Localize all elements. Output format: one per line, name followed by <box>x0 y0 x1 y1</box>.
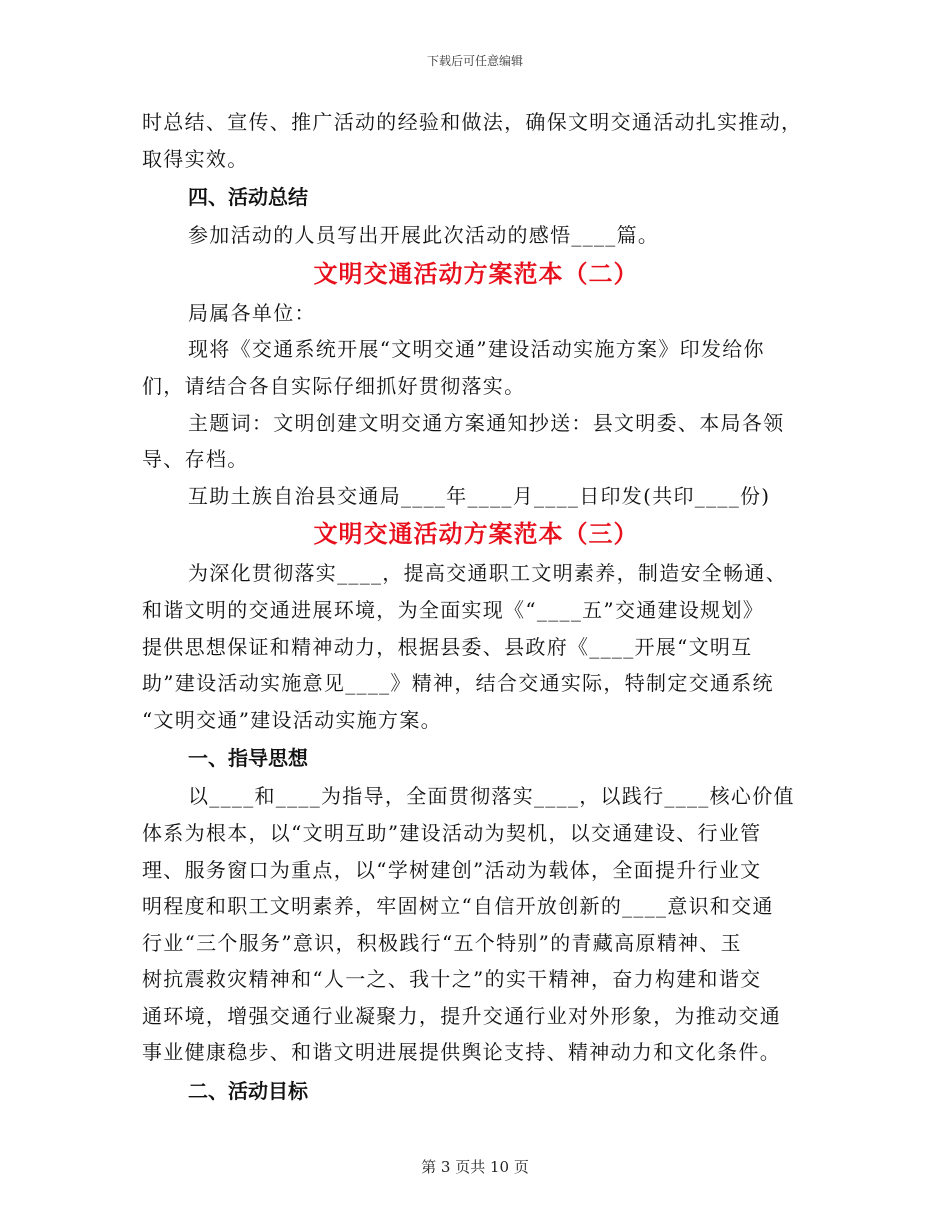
paragraph-line: 导、存档。 <box>142 447 249 472</box>
paragraph-line: 通环境，增强交通行业凝聚力，提升交通行业对外形象，为推动交通 <box>142 1003 781 1028</box>
paragraph-line: 提供思想保证和精神动力，根据县委、县政府《____开展“文明互 <box>142 634 753 659</box>
paragraph-line: 行业“三个服务”意识，积极践行“五个特别”的青藏高原精神、玉 <box>142 930 742 955</box>
section-title-3: 文明交通活动方案范本（三） <box>313 519 639 549</box>
paragraph-line: 事业健康稳步、和谐文明进展提供舆论支持、精神动力和文化条件。 <box>142 1040 781 1065</box>
paragraph-line: 和谐文明的交通进展环境，为全面实现《“____五”交通建设规划》 <box>142 597 765 622</box>
paragraph-line: “文明交通”建设活动实施方案。 <box>142 707 442 732</box>
paragraph-line: 现将《交通系统开展“文明交通”建设活动实施方案》印发给你 <box>188 337 765 362</box>
paragraph-line: 们，请结合各自实际仔细抓好贯彻落实。 <box>142 373 526 398</box>
paragraph-line: 为深化贯彻落实____，提高交通职工文明素养，制造安全畅通、 <box>188 561 787 586</box>
section-heading-summary: 四、活动总结 <box>188 185 308 210</box>
page-header: 下载后可任意编辑 <box>426 54 523 68</box>
paragraph-line: 明程度和职工文明素养，牢固树立“自信开放创新的____意识和交通 <box>142 894 774 919</box>
page-number: 第 3 页共 10 页 <box>421 1158 529 1176</box>
paragraph-line: 以____和____为指导，全面贯彻落实____，以践行____核心价值 <box>188 784 795 809</box>
paragraph-line: 时总结、宣传、推广活动的经验和做法，确保文明交通活动扎实推动， <box>142 110 803 134</box>
paragraph-line: 理、服务窗口为重点，以“学树建创”活动为载体，全面提升行业文 <box>142 857 762 882</box>
paragraph-line: 主题词：文明创建文明交通方案通知抄送：县文明委、本局各领 <box>188 410 785 435</box>
paragraph-line: 树抗震救灾精神和“人一之、我十之”的实干精神，奋力构建和谐交 <box>142 967 762 992</box>
paragraph-line: 取得实效。 <box>142 146 249 171</box>
section-heading-goals: 二、活动目标 <box>188 1079 308 1104</box>
paragraph-line: 体系为根本，以“文明互助”建设活动为契机，以交通建设、行业管 <box>142 820 762 845</box>
document-body <box>142 104 810 1111</box>
paragraph-line: 参加活动的人员写出开展此次活动的感悟____篇。 <box>188 223 660 248</box>
section-heading-guiding-thought: 一、指导思想 <box>188 746 308 771</box>
paragraph-line: 互助土族自治县交通局____年____月____日印发(共印____份) <box>188 483 771 508</box>
section-title-2: 文明交通活动方案范本（二） <box>313 258 639 288</box>
paragraph-line: 助”建设活动实施意见____》精神，结合交通实际，特制定交通系统 <box>142 671 774 696</box>
paragraph-line: 局属各单位： <box>188 300 316 325</box>
